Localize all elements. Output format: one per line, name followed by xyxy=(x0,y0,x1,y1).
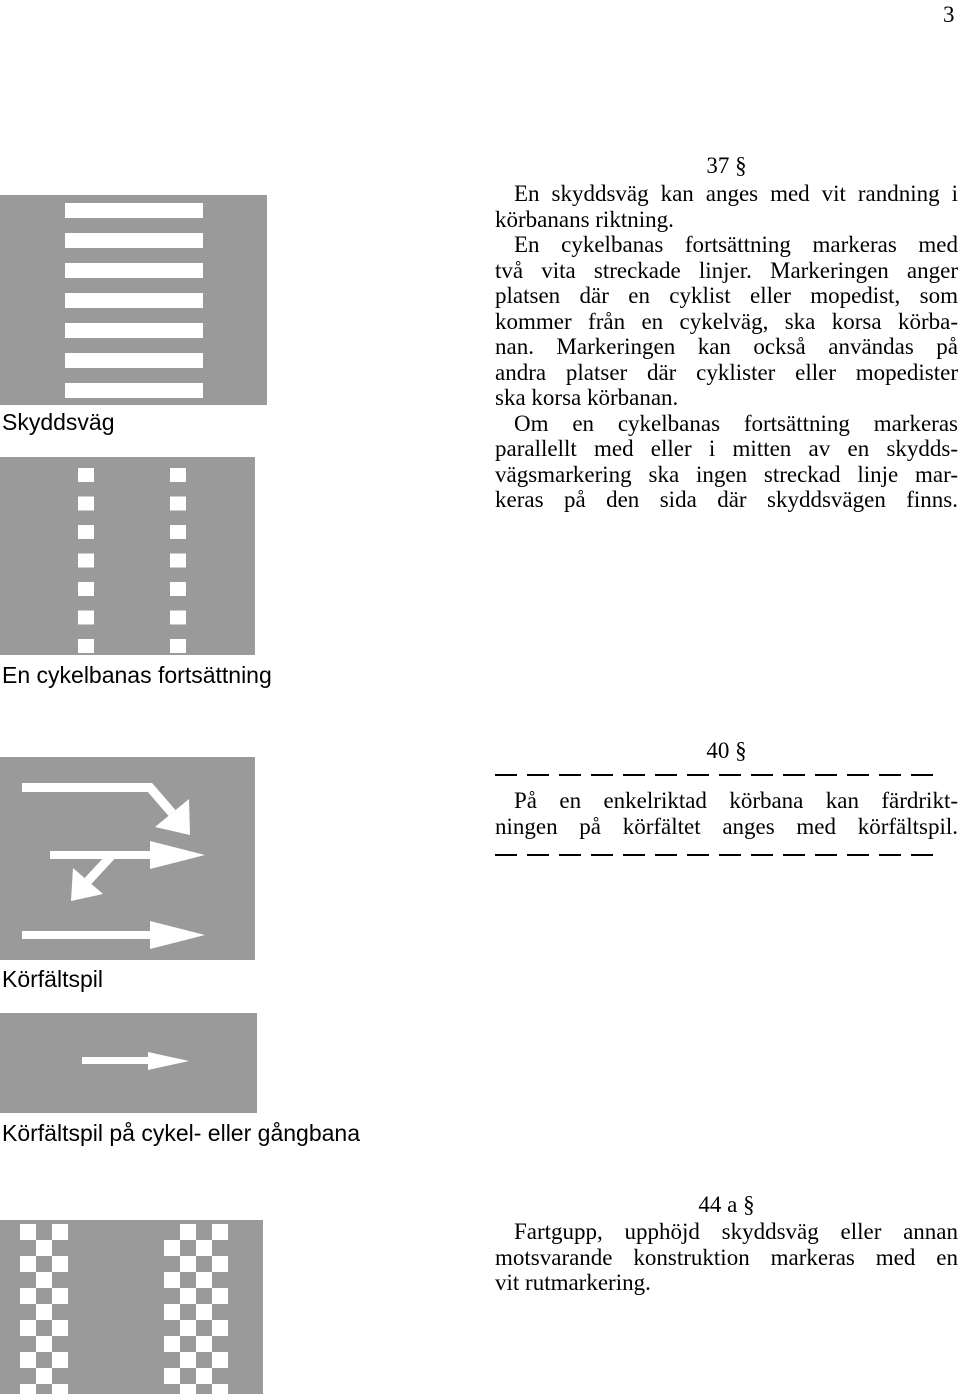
text-line: ningen på körfältet anges med körfältspil. xyxy=(495,813,958,839)
dashed-line-right xyxy=(170,468,186,653)
dashed-rule xyxy=(495,774,933,776)
text-line: En cykelbanas fortsättning markeras med xyxy=(514,232,958,257)
road-surface xyxy=(0,457,255,655)
crosswalk-stripe xyxy=(65,293,203,308)
crosswalk-stripe xyxy=(65,233,203,248)
checker-band-right xyxy=(164,1224,228,1394)
crosswalk-stripe xyxy=(65,353,203,368)
text-line: motsvarande konstruktion markeras med en xyxy=(495,1244,958,1270)
text-line: Fartgupp, upphöjd skyddsväg eller annan xyxy=(514,1219,958,1244)
section-37-body xyxy=(495,181,958,513)
figure-label-korfaltspil: Körfältspil xyxy=(2,966,103,992)
text-line: Om en cykelbanas fortsättning markeras xyxy=(514,410,958,436)
figure-label-cykelbana: En cykelbanas fortsättning xyxy=(2,662,272,688)
text-line: två vita streckade linjer. Markeringen anger xyxy=(495,257,958,283)
lane-arrows-figure xyxy=(0,757,255,960)
section-44a-body xyxy=(495,1219,958,1296)
text-line: andra platser där cyklister eller mopedister xyxy=(495,359,958,385)
crosswalk-stripe xyxy=(65,383,203,398)
text-line: körbanans riktning. xyxy=(495,206,674,232)
section-heading: 40 § xyxy=(706,738,747,763)
page-number: 3 xyxy=(943,2,955,27)
cycle-lane-arrow-figure xyxy=(0,1013,257,1113)
text-line: parallellt med eller i mitten av en skydds- xyxy=(495,436,958,461)
text-line: På en enkelriktad körbana kan färdrikt- xyxy=(514,788,958,813)
crosswalk-stripe xyxy=(65,203,203,218)
cycle-crossing-marking-figure xyxy=(0,457,255,655)
text-line: vägsmarkering ska ingen streckad linje mar- xyxy=(495,461,958,487)
text-line: ska korsa körbanan. xyxy=(495,385,679,410)
speed-bump-checker-figure xyxy=(0,1220,263,1394)
section-heading: 44 a § xyxy=(698,1192,755,1217)
figure-label-skyddsvag: Skyddsväg xyxy=(2,409,115,435)
crosswalk-stripe xyxy=(65,323,203,338)
text-line: platsen där en cyklist eller mopedist, som xyxy=(495,283,958,308)
text-line: vit rutmarkering. xyxy=(495,1270,651,1295)
checker-band-left xyxy=(20,1224,68,1394)
crosswalk-marking-figure xyxy=(0,195,267,405)
section-heading: 37 § xyxy=(706,153,747,178)
dashed-rule xyxy=(495,854,933,856)
text-line: kommer från en cykelväg, ska korsa körba- xyxy=(495,308,958,334)
section-40-body xyxy=(495,788,958,839)
text-line: En skyddsväg kan anges med vit randning i xyxy=(514,181,958,206)
text-line: keras på den sida där skyddsvägen finns. xyxy=(495,487,958,512)
dashed-line-left xyxy=(78,468,94,653)
figure-label-korfaltspil-cykel: Körfältspil på cykel- eller gångbana xyxy=(2,1120,360,1146)
crosswalk-stripe xyxy=(65,263,203,278)
text-line: nan. Markeringen kan också användas på xyxy=(495,334,958,359)
